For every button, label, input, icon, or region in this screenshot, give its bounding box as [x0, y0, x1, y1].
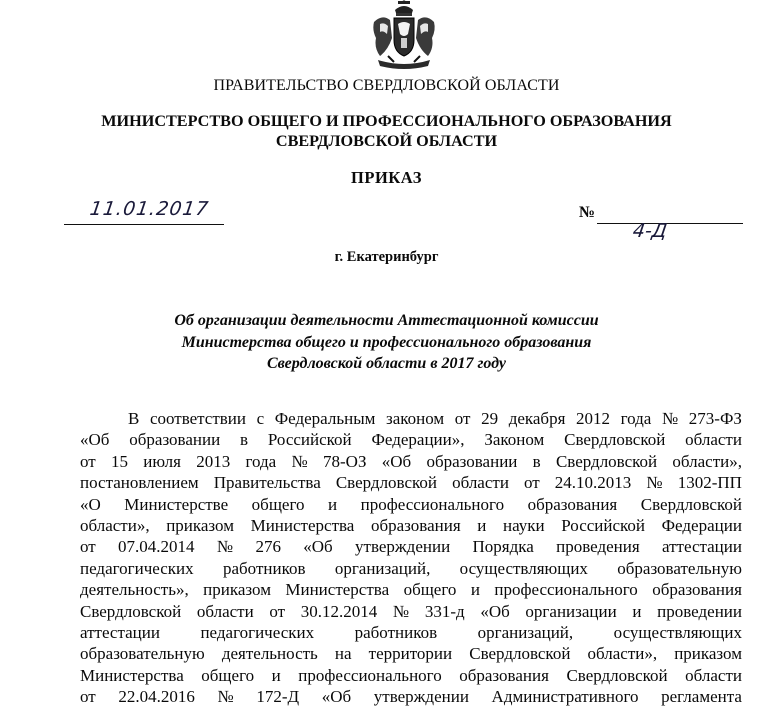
coat-of-arms-icon [368, 0, 440, 72]
body-line: от 22.04.2016 № 172-Д «Об утверждении Административного регламента [80, 687, 742, 707]
order-date-value: 11.01.2017 [88, 198, 211, 220]
subject-line-1: Об организации деятельности Аттестационной комиссии [174, 312, 599, 329]
body-paragraph [80, 408, 742, 708]
body-line: области», приказом Министерства образования и науки Российской Федерации [80, 516, 742, 536]
order-number-value: 4-Д [631, 220, 669, 242]
government-title: ПРАВИТЕЛЬСТВО СВЕРДЛОВСКОЙ ОБЛАСТИ [213, 77, 560, 94]
number-underline [597, 220, 743, 242]
body-line: педагогических работников организаций, осуществляющих образовательную [80, 558, 742, 578]
body-line: В соответствии с Федеральным законом от 29 декабря 2012 года № 273-ФЗ [128, 409, 742, 428]
subject-line-3: Свердловской области в 2017 году [266, 355, 506, 372]
body-line: аттестации педагогических работников организаций, осуществляющих [80, 623, 742, 643]
number-sign: № [579, 204, 596, 221]
subject-line-2: Министерства общего и профессионального образования [181, 333, 592, 351]
order-number-field [579, 200, 743, 242]
body-line: от 15 июля 2013 года № 78-ОЗ «Об образовании в Свердловской области», [80, 451, 742, 471]
body-line: «О Министерстве общего и профессионального образования Свердловской [80, 494, 742, 514]
ministry-line-2: СВЕРДЛОВСКОЙ ОБЛАСТИ [275, 132, 498, 150]
body-line: Министерства общего и профессионального образования Свердловской области [80, 665, 742, 685]
body-line: от 07.04.2014 № 276 «Об утверждении Порядка проведения аттестации [80, 537, 742, 557]
ministry-line-1: МИНИСТЕРСТВО ОБЩЕГО И ПРОФЕССИОНАЛЬНОГО ОБРАЗОВАНИЯ [101, 112, 672, 130]
body-line: постановлением Правительства Свердловской области от 24.10.2013 № 1302-ПП [80, 473, 742, 493]
order-title: ПРИКАЗ [351, 168, 422, 187]
body-line: деятельность», приказом Министерства общего и профессионального образования [80, 580, 742, 600]
body-line: образовательную деятельность на территории Свердловской области», приказом [80, 644, 742, 664]
body-line: «Об образовании в Российской Федерации», Законом Свердловской области [80, 430, 742, 450]
city-name: г. Екатеринбург [334, 249, 439, 265]
body-line: Свердловской области от 30.12.2014 № 331-д «Об организации и проведении [80, 601, 742, 621]
ministry-name [0, 111, 773, 151]
order-date-field [64, 200, 224, 225]
order-subject [0, 310, 773, 375]
